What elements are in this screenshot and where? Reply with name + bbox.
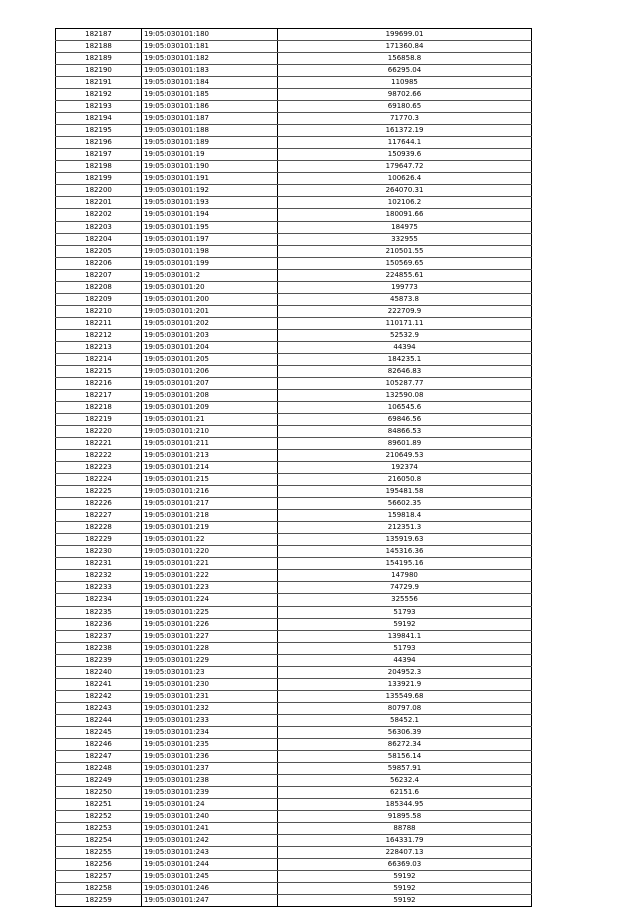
table-row (56, 389, 532, 401)
table-row (56, 799, 532, 811)
table-row (56, 678, 532, 690)
value-cell: 150569.65 (278, 257, 532, 269)
cadastral-number-cell: 19:05:030101:186 (142, 101, 278, 113)
value-cell: 44394 (278, 341, 532, 353)
value-cell: 66295.04 (278, 65, 532, 77)
value-cell: 154195.16 (278, 558, 532, 570)
value-cell: 139841.1 (278, 630, 532, 642)
row-number-cell: 182237 (56, 630, 142, 642)
row-number-cell: 182198 (56, 161, 142, 173)
row-number-cell: 182239 (56, 654, 142, 666)
row-number-cell: 182197 (56, 149, 142, 161)
row-number-cell: 182242 (56, 690, 142, 702)
table-row (56, 377, 532, 389)
value-cell: 133921.9 (278, 678, 532, 690)
cadastral-number-cell: 19:05:030101:195 (142, 221, 278, 233)
table-row (56, 474, 532, 486)
table-row (56, 233, 532, 245)
table-row (56, 738, 532, 750)
cadastral-number-cell: 19:05:030101:228 (142, 642, 278, 654)
table-row (56, 113, 532, 125)
row-number-cell: 182189 (56, 53, 142, 65)
row-number-cell: 182236 (56, 618, 142, 630)
cadastral-number-cell: 19:05:030101:217 (142, 498, 278, 510)
cadastral-number-cell: 19:05:030101:181 (142, 41, 278, 53)
row-number-cell: 182241 (56, 678, 142, 690)
cadastral-number-cell: 19:05:030101:220 (142, 546, 278, 558)
row-number-cell: 182216 (56, 377, 142, 389)
value-cell: 56232.4 (278, 774, 532, 786)
value-cell: 91895.58 (278, 811, 532, 823)
row-number-cell: 182233 (56, 582, 142, 594)
row-number-cell: 182253 (56, 823, 142, 835)
table-row (56, 137, 532, 149)
value-cell: 74729.9 (278, 582, 532, 594)
table-row (56, 786, 532, 798)
table-row (56, 353, 532, 365)
cadastral-number-cell: 19:05:030101:241 (142, 823, 278, 835)
table-row (56, 510, 532, 522)
value-cell: 106545.6 (278, 401, 532, 413)
cadastral-number-cell: 19:05:030101:200 (142, 293, 278, 305)
cadastral-number-cell: 19:05:030101:184 (142, 77, 278, 89)
row-number-cell: 182243 (56, 702, 142, 714)
cadastral-number-cell: 19:05:030101:227 (142, 630, 278, 642)
row-number-cell: 182250 (56, 786, 142, 798)
table-body (56, 29, 532, 907)
table-row (56, 149, 532, 161)
table-row (56, 630, 532, 642)
table-row (56, 305, 532, 317)
table-row (56, 606, 532, 618)
table-row (56, 269, 532, 281)
cadastral-number-cell: 19:05:030101:232 (142, 702, 278, 714)
cadastral-number-cell: 19:05:030101:193 (142, 197, 278, 209)
row-number-cell: 182228 (56, 522, 142, 534)
cadastral-number-cell: 19:05:030101:191 (142, 173, 278, 185)
cadastral-number-cell: 19:05:030101:243 (142, 847, 278, 859)
row-number-cell: 182234 (56, 594, 142, 606)
row-number-cell: 182238 (56, 642, 142, 654)
value-cell: 159818.4 (278, 510, 532, 522)
row-number-cell: 182223 (56, 462, 142, 474)
cadastral-number-cell: 19:05:030101:190 (142, 161, 278, 173)
value-cell: 59192 (278, 871, 532, 883)
cadastral-number-cell: 19:05:030101:209 (142, 401, 278, 413)
value-cell: 117644.1 (278, 137, 532, 149)
value-cell: 222709.9 (278, 305, 532, 317)
table-row (56, 414, 532, 426)
table-row (56, 341, 532, 353)
table-row (56, 89, 532, 101)
table-row (56, 594, 532, 606)
cadastral-number-cell: 19:05:030101:237 (142, 762, 278, 774)
value-cell: 62151.6 (278, 786, 532, 798)
table-row (56, 401, 532, 413)
row-number-cell: 182226 (56, 498, 142, 510)
table-row (56, 570, 532, 582)
table-row (56, 847, 532, 859)
row-number-cell: 182248 (56, 762, 142, 774)
value-cell: 110171.11 (278, 317, 532, 329)
cadastral-number-cell: 19:05:030101:244 (142, 859, 278, 871)
cadastral-number-cell: 19:05:030101:246 (142, 883, 278, 895)
value-cell: 325556 (278, 594, 532, 606)
row-number-cell: 182208 (56, 281, 142, 293)
cadastral-number-cell: 19:05:030101:239 (142, 786, 278, 798)
value-cell: 98702.66 (278, 89, 532, 101)
cadastral-number-cell: 19:05:030101:189 (142, 137, 278, 149)
table-row (56, 329, 532, 341)
value-cell: 52532.9 (278, 329, 532, 341)
cadastral-number-cell: 19:05:030101:208 (142, 389, 278, 401)
cadastral-number-cell: 19:05:030101:219 (142, 522, 278, 534)
cadastral-number-cell: 19:05:030101:182 (142, 53, 278, 65)
row-number-cell: 182221 (56, 438, 142, 450)
value-cell: 84866.53 (278, 426, 532, 438)
cadastral-number-cell: 19:05:030101:197 (142, 233, 278, 245)
table-row (56, 774, 532, 786)
row-number-cell: 182204 (56, 233, 142, 245)
value-cell: 59192 (278, 895, 532, 907)
cadastral-number-cell: 19:05:030101:2 (142, 269, 278, 281)
table-row (56, 257, 532, 269)
table-row (56, 245, 532, 257)
value-cell: 179647.72 (278, 161, 532, 173)
table-row (56, 77, 532, 89)
table-row (56, 317, 532, 329)
cadastral-number-cell: 19:05:030101:216 (142, 486, 278, 498)
row-number-cell: 182199 (56, 173, 142, 185)
table-row (56, 221, 532, 233)
cadastral-number-cell: 19:05:030101:231 (142, 690, 278, 702)
value-cell: 145316.36 (278, 546, 532, 558)
cadastral-number-cell: 19:05:030101:238 (142, 774, 278, 786)
row-number-cell: 182254 (56, 835, 142, 847)
value-cell: 216050.8 (278, 474, 532, 486)
row-number-cell: 182212 (56, 329, 142, 341)
value-cell: 224855.61 (278, 269, 532, 281)
cadastral-number-cell: 19:05:030101:242 (142, 835, 278, 847)
cadastral-number-cell: 19:05:030101:202 (142, 317, 278, 329)
row-number-cell: 182207 (56, 269, 142, 281)
row-number-cell: 182259 (56, 895, 142, 907)
value-cell: 180091.66 (278, 209, 532, 221)
table-row (56, 750, 532, 762)
value-cell: 332955 (278, 233, 532, 245)
value-cell: 192374 (278, 462, 532, 474)
value-cell: 66369.03 (278, 859, 532, 871)
cadastral-number-cell: 19:05:030101:223 (142, 582, 278, 594)
row-number-cell: 182232 (56, 570, 142, 582)
row-number-cell: 182200 (56, 185, 142, 197)
row-number-cell: 182217 (56, 389, 142, 401)
table-row (56, 654, 532, 666)
value-cell: 102106.2 (278, 197, 532, 209)
cadastral-number-cell: 19:05:030101:185 (142, 89, 278, 101)
value-cell: 59857.91 (278, 762, 532, 774)
cadastral-number-cell: 19:05:030101:204 (142, 341, 278, 353)
table-row (56, 293, 532, 305)
cadastral-number-cell: 19:05:030101:207 (142, 377, 278, 389)
table-row (56, 161, 532, 173)
value-cell: 184975 (278, 221, 532, 233)
row-number-cell: 182252 (56, 811, 142, 823)
row-number-cell: 182258 (56, 883, 142, 895)
value-cell: 199699.01 (278, 29, 532, 41)
table-row (56, 426, 532, 438)
row-number-cell: 182206 (56, 257, 142, 269)
table-row (56, 197, 532, 209)
row-number-cell: 182230 (56, 546, 142, 558)
cadastral-number-cell: 19:05:030101:19 (142, 149, 278, 161)
row-number-cell: 182205 (56, 245, 142, 257)
row-number-cell: 182247 (56, 750, 142, 762)
row-number-cell: 182231 (56, 558, 142, 570)
value-cell: 100626.4 (278, 173, 532, 185)
value-cell: 59192 (278, 883, 532, 895)
table-row (56, 281, 532, 293)
cadastral-number-cell: 19:05:030101:235 (142, 738, 278, 750)
table-row (56, 209, 532, 221)
value-cell: 132590.08 (278, 389, 532, 401)
row-number-cell: 182246 (56, 738, 142, 750)
table-row (56, 65, 532, 77)
row-number-cell: 182224 (56, 474, 142, 486)
cadastral-number-cell: 19:05:030101:224 (142, 594, 278, 606)
cadastral-number-cell: 19:05:030101:206 (142, 365, 278, 377)
row-number-cell: 182191 (56, 77, 142, 89)
value-cell: 164331.79 (278, 835, 532, 847)
row-number-cell: 182251 (56, 799, 142, 811)
cadastral-number-cell: 19:05:030101:215 (142, 474, 278, 486)
row-number-cell: 182192 (56, 89, 142, 101)
cadastral-number-cell: 19:05:030101:194 (142, 209, 278, 221)
value-cell: 44394 (278, 654, 532, 666)
table-row (56, 185, 532, 197)
table-row (56, 534, 532, 546)
value-cell: 184235.1 (278, 353, 532, 365)
row-number-cell: 182229 (56, 534, 142, 546)
value-cell: 135919.63 (278, 534, 532, 546)
table-row (56, 173, 532, 185)
row-number-cell: 182211 (56, 317, 142, 329)
row-number-cell: 182196 (56, 137, 142, 149)
table-row (56, 666, 532, 678)
table-row (56, 486, 532, 498)
table-row (56, 823, 532, 835)
value-cell: 56602.35 (278, 498, 532, 510)
cadastral-number-cell: 19:05:030101:240 (142, 811, 278, 823)
table-row (56, 498, 532, 510)
cadastral-number-cell: 19:05:030101:199 (142, 257, 278, 269)
cadastral-number-cell: 19:05:030101:247 (142, 895, 278, 907)
row-number-cell: 182256 (56, 859, 142, 871)
row-number-cell: 182202 (56, 209, 142, 221)
row-number-cell: 182213 (56, 341, 142, 353)
value-cell: 58452.1 (278, 714, 532, 726)
cadastral-number-cell: 19:05:030101:203 (142, 329, 278, 341)
value-cell: 51793 (278, 606, 532, 618)
row-number-cell: 182227 (56, 510, 142, 522)
value-cell: 69180.65 (278, 101, 532, 113)
table-row (56, 125, 532, 137)
table-row (56, 726, 532, 738)
value-cell: 195481.58 (278, 486, 532, 498)
row-number-cell: 182255 (56, 847, 142, 859)
cadastral-number-cell: 19:05:030101:233 (142, 714, 278, 726)
value-cell: 88788 (278, 823, 532, 835)
row-number-cell: 182235 (56, 606, 142, 618)
table-row (56, 618, 532, 630)
row-number-cell: 182193 (56, 101, 142, 113)
table-row (56, 690, 532, 702)
value-cell: 135549.68 (278, 690, 532, 702)
row-number-cell: 182222 (56, 450, 142, 462)
cadastral-number-cell: 19:05:030101:218 (142, 510, 278, 522)
row-number-cell: 182225 (56, 486, 142, 498)
cadastral-number-cell: 19:05:030101:230 (142, 678, 278, 690)
row-number-cell: 182195 (56, 125, 142, 137)
table-row (56, 546, 532, 558)
row-number-cell: 182245 (56, 726, 142, 738)
cadastral-number-cell: 19:05:030101:234 (142, 726, 278, 738)
value-cell: 185344.95 (278, 799, 532, 811)
value-cell: 82646.83 (278, 365, 532, 377)
value-cell: 171360.84 (278, 41, 532, 53)
value-cell: 80797.08 (278, 702, 532, 714)
value-cell: 51793 (278, 642, 532, 654)
cadastral-number-cell: 19:05:030101:222 (142, 570, 278, 582)
cadastral-number-cell: 19:05:030101:183 (142, 65, 278, 77)
table-row (56, 522, 532, 534)
row-number-cell: 182201 (56, 197, 142, 209)
table-row (56, 871, 532, 883)
cadastral-number-cell: 19:05:030101:201 (142, 305, 278, 317)
value-cell: 105287.77 (278, 377, 532, 389)
cadastral-number-cell: 19:05:030101:180 (142, 29, 278, 41)
value-cell: 89601.89 (278, 438, 532, 450)
value-cell: 110985 (278, 77, 532, 89)
table-row (56, 642, 532, 654)
table-row (56, 438, 532, 450)
table-row (56, 41, 532, 53)
value-cell: 210501.55 (278, 245, 532, 257)
table-row (56, 762, 532, 774)
value-cell: 69846.56 (278, 414, 532, 426)
cadastral-number-cell: 19:05:030101:225 (142, 606, 278, 618)
value-cell: 86272.34 (278, 738, 532, 750)
value-cell: 45873.8 (278, 293, 532, 305)
cadastral-number-cell: 19:05:030101:198 (142, 245, 278, 257)
cadastral-number-cell: 19:05:030101:21 (142, 414, 278, 426)
cadastral-number-cell: 19:05:030101:236 (142, 750, 278, 762)
cadastral-number-cell: 19:05:030101:211 (142, 438, 278, 450)
row-number-cell: 182220 (56, 426, 142, 438)
row-number-cell: 182209 (56, 293, 142, 305)
cadastral-number-cell: 19:05:030101:226 (142, 618, 278, 630)
table-row (56, 714, 532, 726)
value-cell: 264070.31 (278, 185, 532, 197)
cadastral-number-cell: 19:05:030101:221 (142, 558, 278, 570)
row-number-cell: 182215 (56, 365, 142, 377)
table-row (56, 53, 532, 65)
row-number-cell: 182257 (56, 871, 142, 883)
cadastral-number-cell: 19:05:030101:214 (142, 462, 278, 474)
row-number-cell: 182219 (56, 414, 142, 426)
value-cell: 199773 (278, 281, 532, 293)
cadastral-number-cell: 19:05:030101:213 (142, 450, 278, 462)
value-cell: 161372.19 (278, 125, 532, 137)
table-row (56, 558, 532, 570)
value-cell: 228407.13 (278, 847, 532, 859)
value-cell: 212351.3 (278, 522, 532, 534)
table-row (56, 450, 532, 462)
cadastral-number-cell: 19:05:030101:245 (142, 871, 278, 883)
table-row (56, 883, 532, 895)
cadastral-number-cell: 19:05:030101:229 (142, 654, 278, 666)
table-row (56, 811, 532, 823)
row-number-cell: 182190 (56, 65, 142, 77)
table-row (56, 835, 532, 847)
value-cell: 210649.53 (278, 450, 532, 462)
row-number-cell: 182203 (56, 221, 142, 233)
table-row (56, 582, 532, 594)
value-cell: 58156.14 (278, 750, 532, 762)
table-row (56, 859, 532, 871)
row-number-cell: 182214 (56, 353, 142, 365)
table-row (56, 702, 532, 714)
table-row (56, 365, 532, 377)
row-number-cell: 182249 (56, 774, 142, 786)
cadastral-number-cell: 19:05:030101:188 (142, 125, 278, 137)
value-cell: 56306.39 (278, 726, 532, 738)
row-number-cell: 182210 (56, 305, 142, 317)
cadastral-number-cell: 19:05:030101:187 (142, 113, 278, 125)
table-row (56, 101, 532, 113)
cadastral-number-cell: 19:05:030101:20 (142, 281, 278, 293)
row-number-cell: 182244 (56, 714, 142, 726)
cadastral-number-cell: 19:05:030101:205 (142, 353, 278, 365)
row-number-cell: 182187 (56, 29, 142, 41)
cadastral-number-cell: 19:05:030101:192 (142, 185, 278, 197)
row-number-cell: 182188 (56, 41, 142, 53)
value-cell: 156858.8 (278, 53, 532, 65)
row-number-cell: 182240 (56, 666, 142, 678)
table-row (56, 29, 532, 41)
value-cell: 204952.3 (278, 666, 532, 678)
cadastral-value-table (55, 28, 532, 907)
value-cell: 59192 (278, 618, 532, 630)
cadastral-number-cell: 19:05:030101:210 (142, 426, 278, 438)
row-number-cell: 182194 (56, 113, 142, 125)
table-row (56, 462, 532, 474)
value-cell: 71770.3 (278, 113, 532, 125)
cadastral-number-cell: 19:05:030101:23 (142, 666, 278, 678)
value-cell: 150939.6 (278, 149, 532, 161)
value-cell: 147980 (278, 570, 532, 582)
row-number-cell: 182218 (56, 401, 142, 413)
cadastral-number-cell: 19:05:030101:24 (142, 799, 278, 811)
cadastral-number-cell: 19:05:030101:22 (142, 534, 278, 546)
